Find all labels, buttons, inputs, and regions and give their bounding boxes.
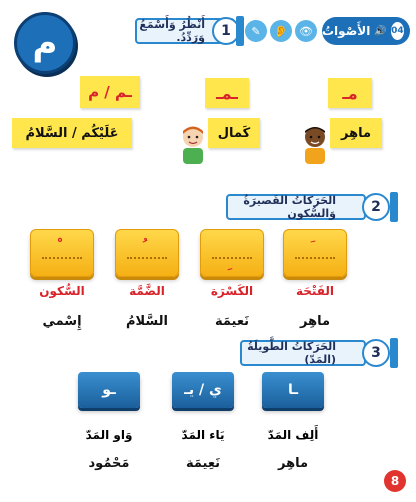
sticky-initial-form <box>328 78 372 108</box>
pen-icon[interactable]: ✎ <box>245 20 267 42</box>
waw-madd-letter: ـو <box>102 382 116 398</box>
ear-icon[interactable]: 👂 <box>270 20 292 42</box>
letter-initial-form: مـ <box>342 83 358 103</box>
card-alif-madd[interactable] <box>262 372 324 408</box>
label-fatha: الفَتْحَة <box>295 284 335 298</box>
eye-icon[interactable]: 👁 <box>295 20 317 42</box>
section3-banner <box>240 340 366 366</box>
section2-banner <box>226 194 366 220</box>
section1-number: 1 <box>212 17 240 45</box>
kamal-word: كَمال <box>217 125 251 141</box>
word-maher-long: ماهِر <box>277 456 309 471</box>
card-kasra[interactable] <box>200 229 264 277</box>
section2-tab <box>390 192 398 222</box>
label-damma: الضَّمَّة <box>129 284 165 298</box>
sticky-maher <box>330 118 382 148</box>
section3-number: 3 <box>362 339 390 367</box>
word-naeema-long: نَعِيمَة <box>185 456 221 471</box>
sticky-greeting <box>12 118 132 148</box>
sticky-medial-form <box>205 78 249 108</box>
speaker-icon[interactable]: 🔊 <box>374 25 387 37</box>
label-waw-madd: وَاو المَدّ <box>85 428 133 442</box>
section2-instruction: الحَرَكاتُ القَصيرَةُ وَالسُّكون <box>243 194 336 220</box>
lesson-title-pill <box>322 17 410 45</box>
word-maher: ماهِر <box>299 314 331 329</box>
section1-tab <box>236 16 244 46</box>
sticky-final-form <box>80 76 140 108</box>
label-yaa-madd: يَاء المَدّ <box>181 428 225 442</box>
word-assalam: السَّلامُ <box>126 314 168 329</box>
greeting-word: عَلَيْكُم / السَّلامُ <box>25 125 119 141</box>
page-number: 8 <box>384 470 406 492</box>
section1-instruction: أَنْظُرُ وَأَسْمَعُ وَرَدِّدُ. <box>139 18 205 44</box>
maher-word: ماهِر <box>340 125 372 141</box>
lesson-letter-badge <box>14 12 76 74</box>
letter-medial-form: ـمـ <box>216 83 238 103</box>
word-mahmoud: مَحْمُود <box>88 456 130 471</box>
lesson-letter: م <box>32 23 58 63</box>
label-alif-madd: أَلِف المَدّ <box>267 428 319 442</box>
alif-madd-letter: ـا <box>287 382 299 398</box>
boy-kamal-avatar <box>178 124 208 164</box>
label-sukun: السُّكون <box>39 284 85 298</box>
word-ismi: إِسْمي <box>42 314 82 329</box>
word-naeema: نَعيمَة <box>214 314 250 329</box>
lesson-title: الأَصْواتُ <box>322 24 371 38</box>
card-damma[interactable] <box>115 229 179 277</box>
card-yaa-madd[interactable] <box>172 372 234 408</box>
card-sukun[interactable] <box>30 229 94 277</box>
card-waw-madd[interactable] <box>78 372 140 408</box>
section2-number: 2 <box>362 193 390 221</box>
section3-instruction: الحَرَكاتُ الطَّويلَةُ (المَدّ) <box>247 340 336 366</box>
label-kasra: الكَسْرَة <box>210 284 254 298</box>
letter-final-form: ـم / م <box>88 83 132 101</box>
sticky-kamal <box>208 118 260 148</box>
lesson-number: 04 <box>391 22 404 40</box>
boy-maher-avatar <box>300 124 330 164</box>
yaa-madd-letter: ي / يـ <box>184 382 222 398</box>
card-fatha[interactable] <box>283 229 347 277</box>
section3-tab <box>390 338 398 368</box>
